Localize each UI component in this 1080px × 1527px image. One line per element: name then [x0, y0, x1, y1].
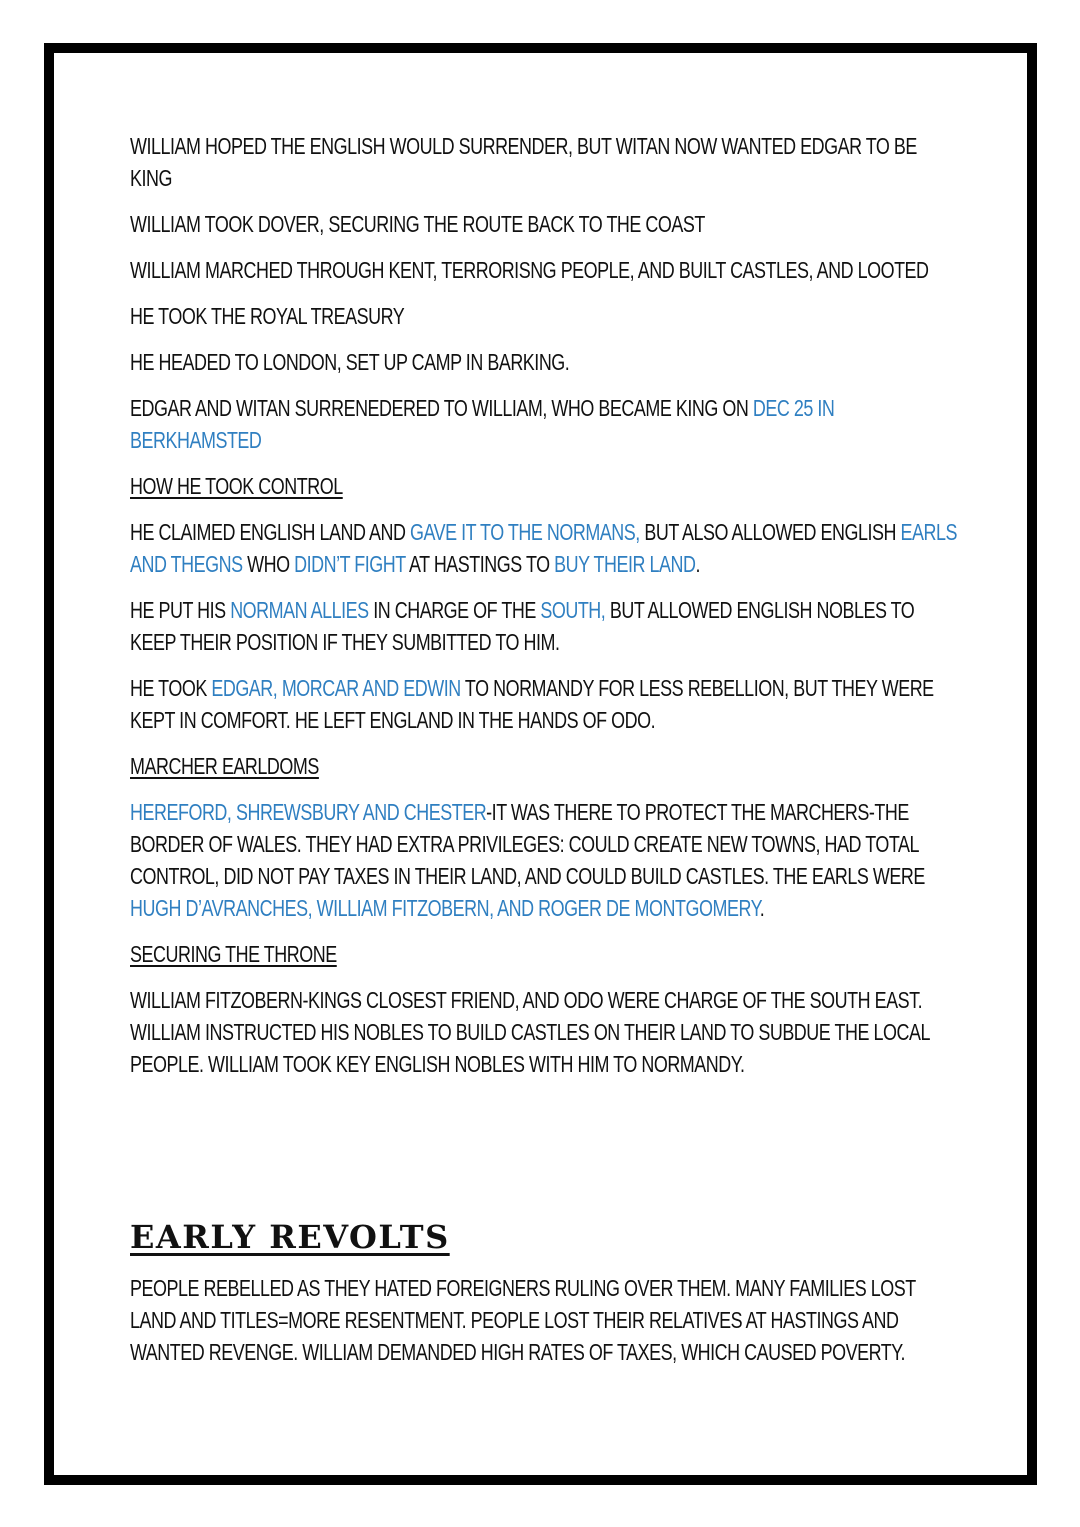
- subheading: [130, 750, 960, 782]
- text-run: .: [759, 895, 765, 921]
- note-paragraph: [130, 672, 960, 736]
- note-paragraph: [130, 594, 960, 658]
- text-run: WILLIAM MARCHED THROUGH KENT, TERRORISNG PEOPLE, AND BUILT CASTLES, AND LOOTED: [130, 257, 929, 283]
- highlighted-text: DIDN’T FIGHT: [294, 551, 406, 577]
- highlighted-text: HUGH D’AVRANCHES, WILLIAM FITZOBERN, AND ROGER DE MONTGOMERY: [130, 895, 760, 921]
- text-run: WILLIAM HOPED THE ENGLISH WOULD SURRENDER, BUT WITAN NOW WANTED EDGAR TO BE KING: [130, 133, 917, 191]
- highlighted-text: NORMAN ALLIES: [230, 597, 369, 623]
- highlighted-text: BUY THEIR LAND: [554, 551, 696, 577]
- note-paragraph: [130, 796, 960, 924]
- text-run: -IT WAS THERE TO PROTECT THE MARCHERS-THE BORDER OF WALES. THEY HAD EXTRA PRIVILEGES: COULD CREATE NEW TOWNS, HAD TOTAL CONTROL, DID NOT PAY TAXES IN THEIR LAND, AND COULD BUILD CASTLES. THE EARLS WERE: [130, 799, 925, 889]
- note-paragraph: [130, 346, 960, 378]
- text-run: HE HEADED TO LONDON, SET UP CAMP IN BARKING.: [130, 349, 570, 375]
- text-run: TO NORMANDY FOR LESS REBELLION, BUT THEY WERE KEPT IN COMFORT. HE LEFT ENGLAND IN THE HANDS OF ODO.: [130, 675, 934, 733]
- text-run: .: [695, 551, 700, 577]
- text-run: HE TOOK THE ROYAL TREASURY: [130, 303, 405, 329]
- highlighted-text: GAVE IT TO THE NORMANS,: [409, 519, 640, 545]
- text-run: MARCHER EARLDOMS: [130, 753, 319, 779]
- text-run: HE PUT HIS: [130, 597, 231, 623]
- text-run: WILLIAM TOOK DOVER, SECURING THE ROUTE BACK TO THE COAST: [130, 211, 705, 237]
- note-paragraph: [130, 130, 960, 194]
- text-run: BUT ALLOWED ENGLISH NOBLES TO KEEP THEIR POSITION IF THEY SUMBITTED TO HIM.: [130, 597, 915, 655]
- text-run: WILLIAM FITZOBERN-KINGS CLOSEST FRIEND, AND ODO WERE CHARGE OF THE SOUTH EAST. WILLIAM INSTRUCTED HIS NOBLES TO BUILD CASTLES ON THEIR LAND TO SUBDUE THE LOCAL PEOPLE. WILLIAM TOOK KEY ENGLISH NOBLES WITH HIM TO NORMANDY.: [130, 987, 930, 1077]
- text-run: WHO: [242, 551, 295, 577]
- early-revolts-body: [130, 1272, 960, 1382]
- text-run: HE CLAIMED ENGLISH LAND AND: [130, 519, 410, 545]
- text-run: HOW HE TOOK CONTROL: [130, 473, 343, 499]
- note-paragraph: [130, 984, 960, 1080]
- highlighted-text: EDGAR, MORCAR AND EDWIN: [211, 675, 461, 701]
- highlighted-text: SOUTH,: [540, 597, 606, 623]
- text-run: IN CHARGE OF THE: [368, 597, 541, 623]
- revolts-paragraph: PEOPLE REBELLED AS THEY HATED FOREIGNERS RULING OVER THEM. MANY FAMILIES LOST LAND AND TITLES=MORE RESENTMENT. PEOPLE LOST THEIR RELATIVES AT HASTINGS AND WANTED REVENGE. WILLIAM DEMANDED HIGH RATES OF TAXES, WHICH CAUSED POVERTY.: [130, 1275, 916, 1365]
- subheading: [130, 938, 960, 970]
- note-paragraph: [130, 516, 960, 580]
- highlighted-text: DEC 25 IN BERKHAMSTED: [130, 395, 835, 453]
- section-heading-early-revolts: EARLY REVOLTS: [130, 1218, 450, 1256]
- text-run: HE TOOK: [130, 675, 212, 701]
- highlighted-text: EARLS AND THEGNS: [130, 519, 958, 577]
- text-run: BUT ALSO ALLOWED ENGLISH: [639, 519, 901, 545]
- note-paragraph: [130, 254, 960, 286]
- highlighted-text: HEREFORD, SHREWSBURY AND CHESTER: [130, 799, 487, 825]
- note-paragraph: [130, 208, 960, 240]
- notes-body: [130, 130, 960, 1094]
- note-paragraph: [130, 392, 960, 456]
- text-run: EDGAR AND WITAN SURRENEDERED TO WILLIAM, WHO BECAME KING ON: [130, 395, 753, 421]
- text-run: SECURING THE THRONE: [130, 941, 337, 967]
- text-run: AT HASTINGS TO: [405, 551, 555, 577]
- note-paragraph: [130, 300, 960, 332]
- subheading: [130, 470, 960, 502]
